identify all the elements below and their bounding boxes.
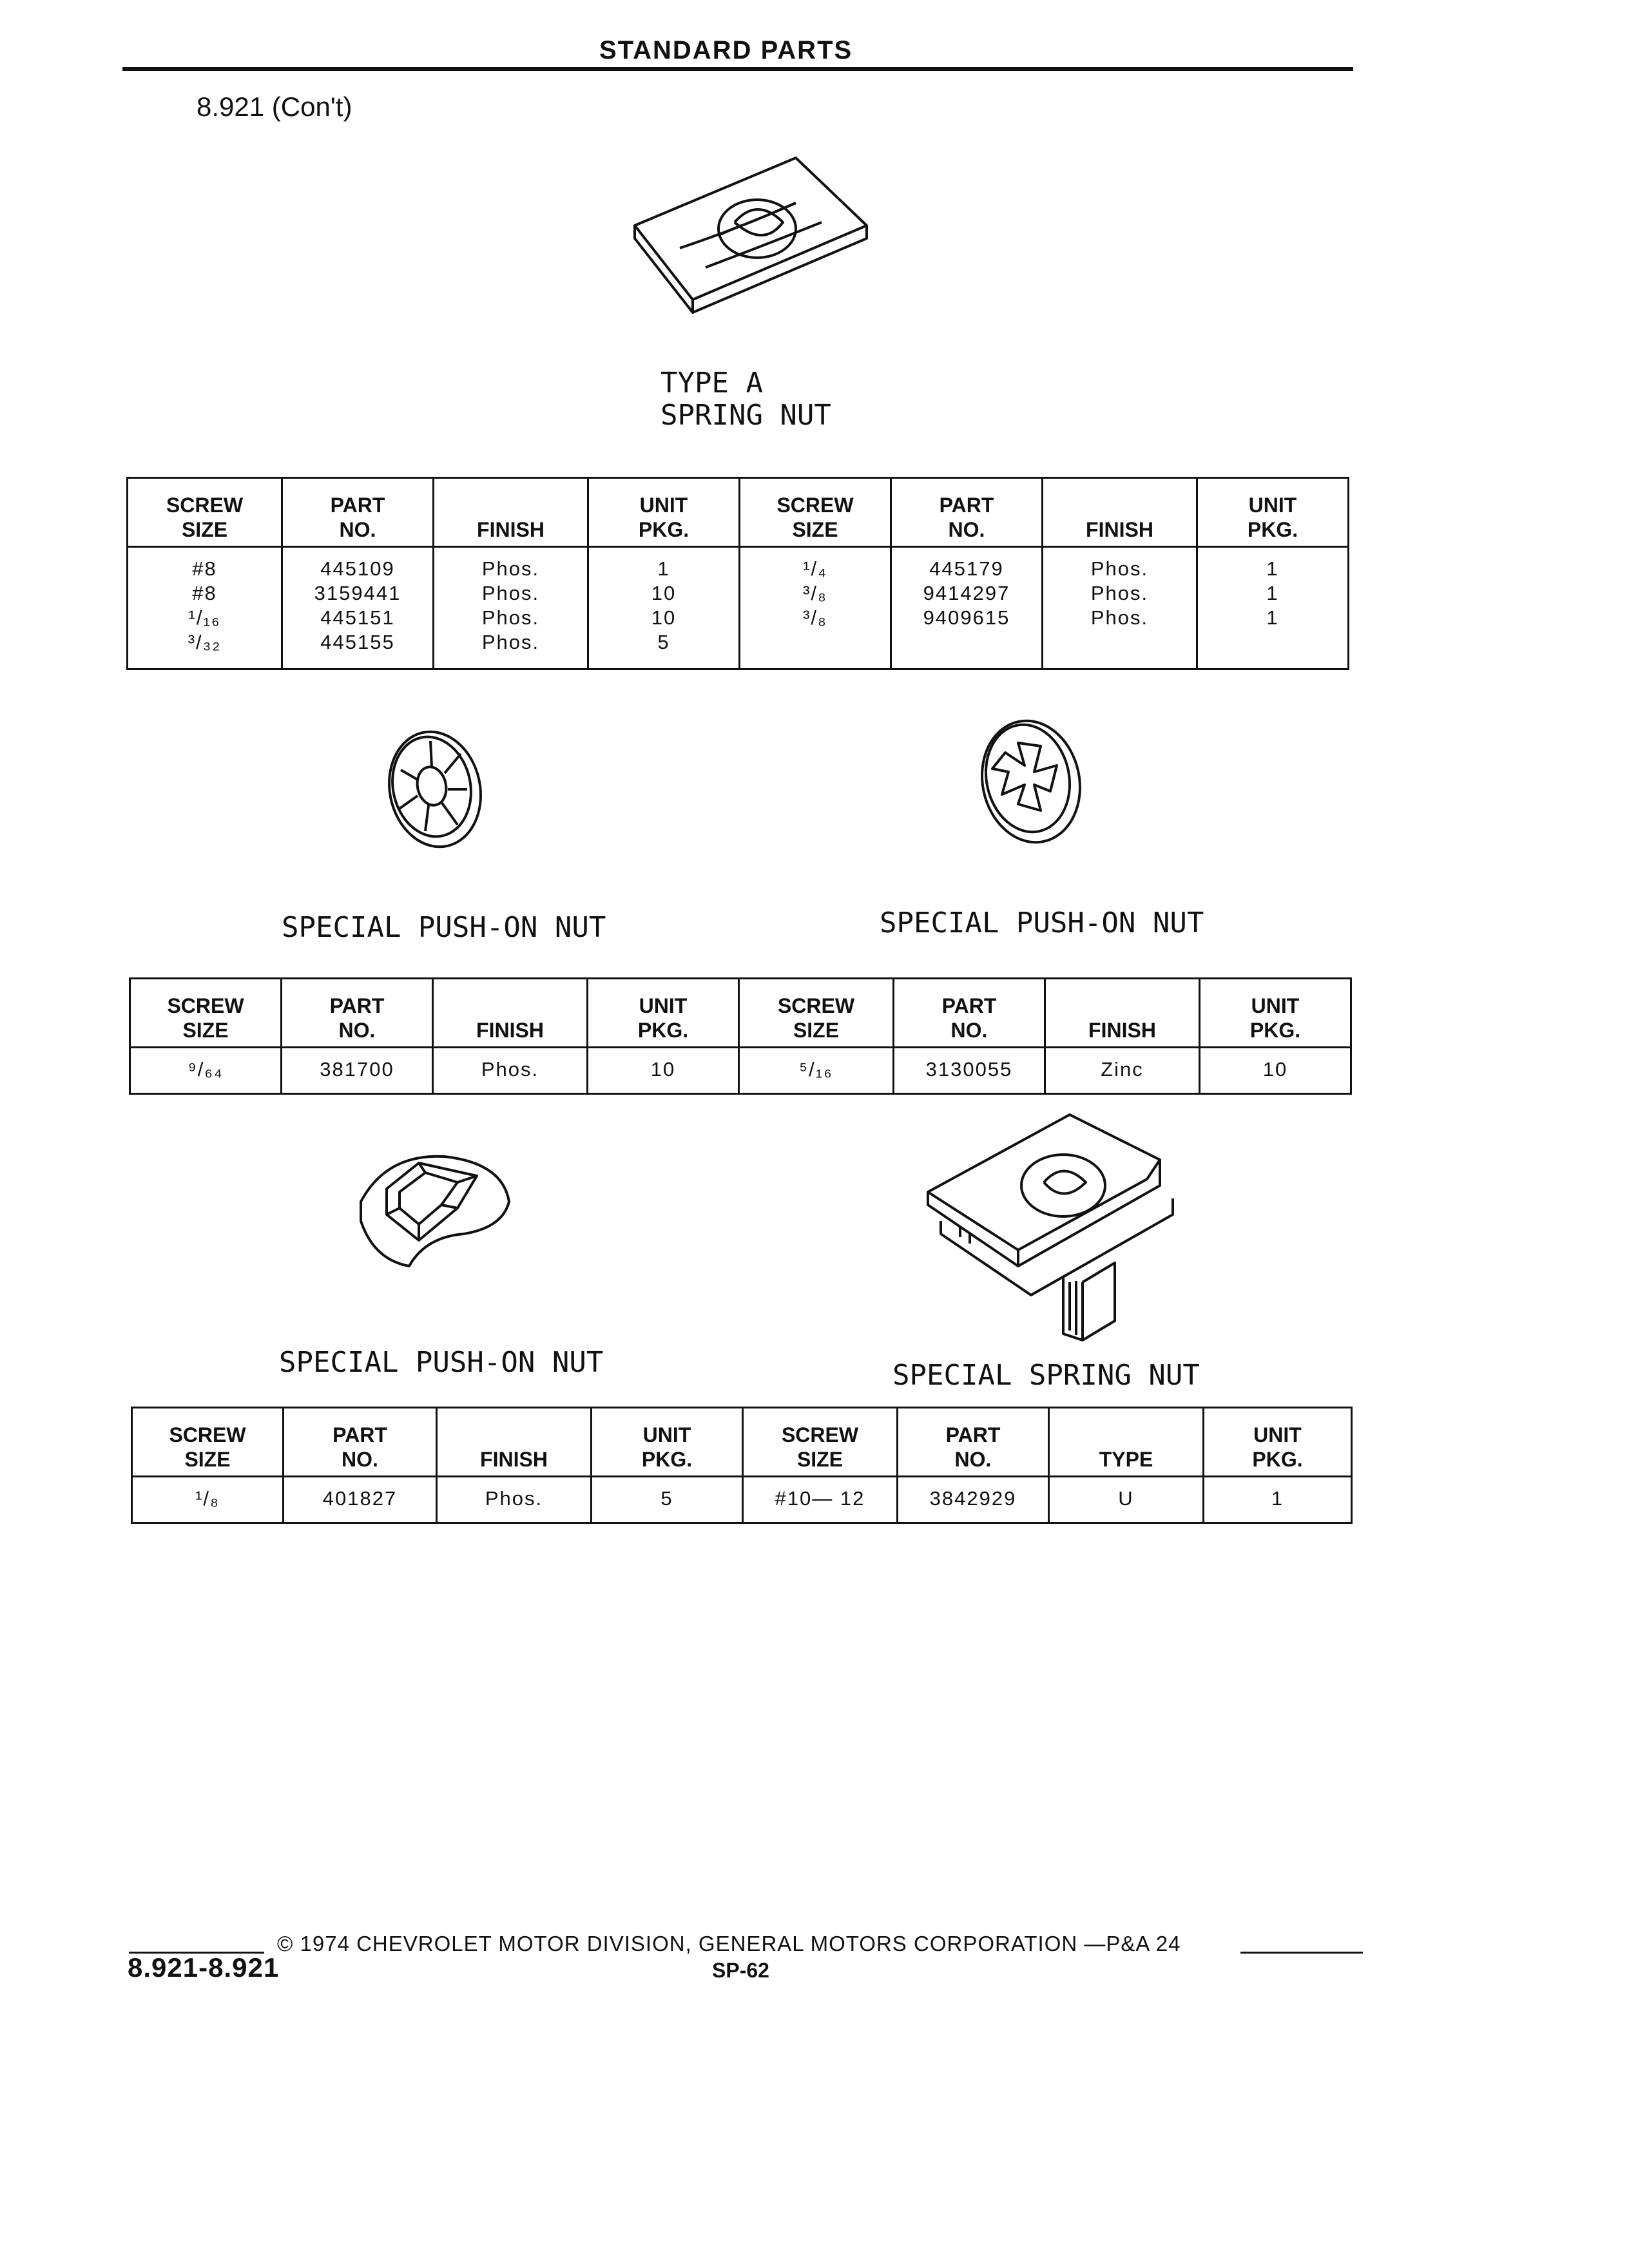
table-row [132,1477,1352,1523]
page-title: STANDARD PARTS [599,36,853,64]
col-header: UNIT PKG. [588,979,739,1048]
table-cell [1197,547,1349,669]
table-cell: 401827 [284,1477,437,1523]
header-rule [122,67,1353,71]
col-header: UNIT PKG. [1197,478,1349,547]
cell-value: 445151 [320,606,395,629]
table-cell: 10 [1200,1048,1351,1094]
col-header: FINISH [1045,979,1200,1048]
cell-value: 445179 [929,557,1004,580]
parts-table-spring-nut [131,1407,1353,1524]
table-header-row [130,979,1351,1048]
push-on-nut-radial-icon [387,725,490,854]
type-a-caption-line1: TYPE A [660,367,763,399]
col-header: PART NO. [284,1408,437,1477]
cell-value: 3159441 [314,582,401,604]
cell-value: 9414297 [923,582,1010,604]
col-header: FINISH [434,478,588,547]
cell-value: Phos. [1090,582,1149,604]
cell-value: 10 [651,606,677,629]
cell-value: Phos. [481,582,540,604]
table-cell: ¹/₈ [132,1477,284,1523]
table-cell [1043,547,1197,669]
cell-value: #8 [192,582,217,604]
col-header: SCREW SIZE [128,478,282,547]
col-header: SCREW SIZE [740,478,891,547]
cell-value: ³/₈ [803,606,827,629]
table-cell [740,547,891,669]
col-header: SCREW SIZE [130,979,282,1048]
col-header: SCREW SIZE [132,1408,284,1477]
table-cell: Phos. [437,1477,592,1523]
table-header-row [132,1408,1352,1477]
table-cell: 5 [592,1477,743,1523]
col-header: PART NO. [891,478,1043,547]
cell-value: 445109 [320,557,395,580]
cell-value: ³/₈ [803,582,827,604]
special-spring-nut-caption: SPECIAL SPRING NUT [892,1359,1200,1392]
cell-value: 445155 [320,631,395,653]
col-header: PART NO. [282,979,433,1048]
cell-value: 1 [1266,582,1279,604]
col-header: UNIT PKG. [588,478,740,547]
table-cell [891,547,1043,669]
table-cell [128,547,282,669]
col-header: UNIT PKG. [592,1408,743,1477]
col-header: PART NO. [898,1408,1049,1477]
col-header: SCREW SIZE [743,1408,898,1477]
push-on-nut-right-caption: SPECIAL PUSH-ON NUT [880,907,1204,939]
push-on-nut-arrow-icon [973,714,1089,849]
parts-table-push-on [129,977,1352,1095]
col-header: UNIT PKG. [1200,979,1351,1048]
special-spring-nut-icon [921,1108,1192,1353]
table-cell: 3130055 [894,1048,1045,1094]
cell-value: ¹/₁₆ [188,606,221,629]
push-on-nut-left-caption: SPECIAL PUSH-ON NUT [282,911,606,944]
table-cell: Zinc [1045,1048,1200,1094]
cell-value: 5 [657,631,670,653]
table-cell [434,547,588,669]
table-cell: #10— 12 [743,1477,898,1523]
table-cell: ⁵/₁₆ [739,1048,894,1094]
cell-value: 10 [651,582,677,604]
table-cell: 1 [1204,1477,1352,1523]
table-cell [588,547,740,669]
copyright-notice: © 1974 CHEVROLET MOTOR DIVISION, GENERAL MOTORS CORPORATION —P&A 24 [277,1932,1181,1956]
col-header: PART NO. [894,979,1045,1048]
sheet-number: SP-62 [712,1959,769,1982]
table-cell: Phos. [433,1048,588,1094]
table-row [130,1048,1351,1094]
cell-value: 1 [1266,606,1279,629]
col-header: SCREW SIZE [739,979,894,1048]
table-cell: U [1049,1477,1204,1523]
table-cell: 3842929 [898,1477,1049,1523]
col-header: UNIT PKG. [1204,1408,1352,1477]
cell-value: ¹/₄ [803,557,827,580]
table-cell: 381700 [282,1048,433,1094]
col-header: FINISH [433,979,588,1048]
cell-value: Phos. [481,557,540,580]
table-row [128,547,1349,669]
table-cell: 10 [588,1048,739,1094]
type-a-spring-nut-icon [628,151,886,306]
col-header: FINISH [1043,478,1197,547]
cell-value: Phos. [481,606,540,629]
cell-value: #8 [192,557,217,580]
page-code: 8.921-8.921 [128,1952,280,1983]
table-cell [282,547,434,669]
cell-value: 1 [657,557,670,580]
cell-value: 1 [1266,557,1279,580]
table-header-row [128,478,1349,547]
cell-value: ³/₃₂ [188,631,222,653]
section-number: 8.921 (Con't) [197,91,352,122]
footer-rule-right [1240,1952,1363,1954]
table-cell: ⁹/₆₄ [130,1048,282,1094]
col-header: PART NO. [282,478,434,547]
cell-value: 9409615 [923,606,1010,629]
cell-value: Phos. [1090,606,1149,629]
col-header: FINISH [437,1408,592,1477]
push-on-nut-third-caption: SPECIAL PUSH-ON NUT [279,1346,604,1379]
push-on-nut-triangle-icon [348,1144,522,1285]
cell-value: Phos. [1090,557,1149,580]
type-a-caption-line2: SPRING NUT [660,399,831,432]
parts-table-type-a [126,477,1349,670]
col-header: TYPE [1049,1408,1204,1477]
cell-value: Phos. [481,631,540,653]
